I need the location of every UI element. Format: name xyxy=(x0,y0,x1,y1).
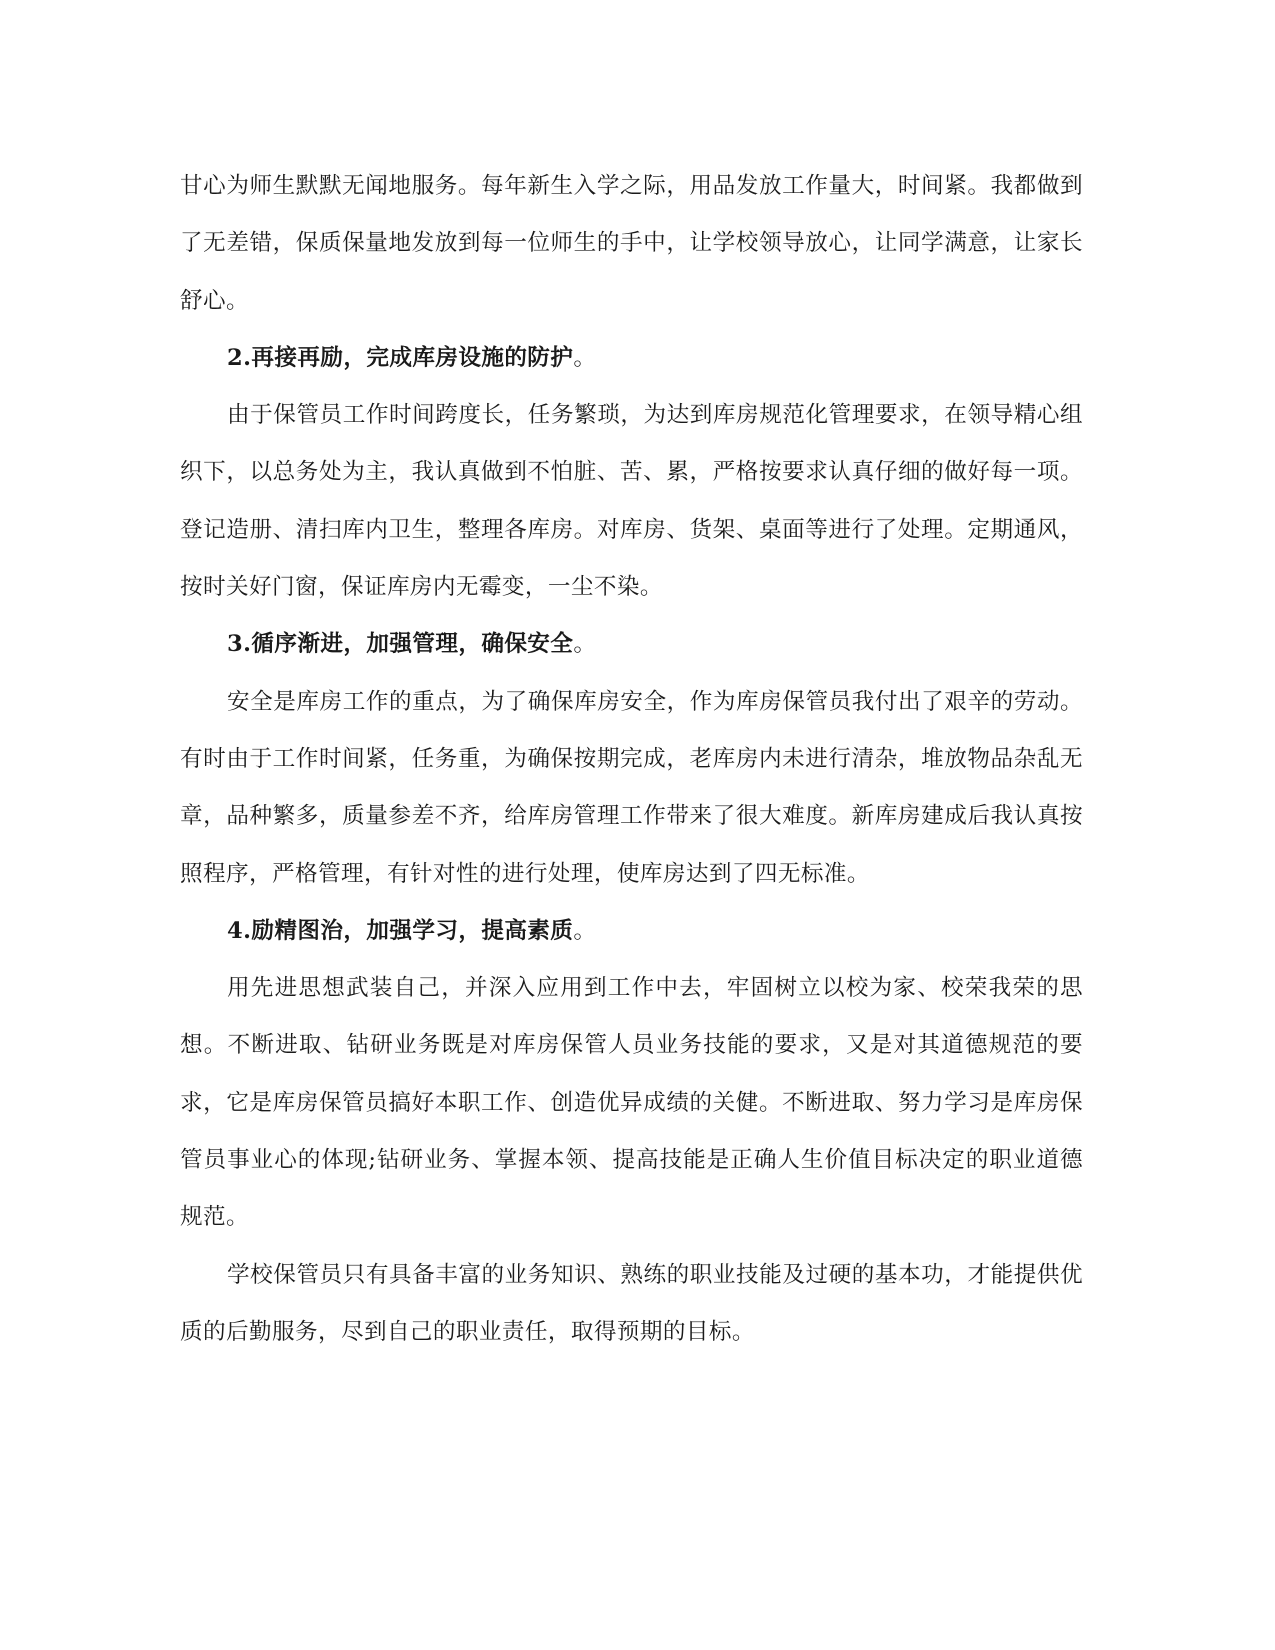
paragraph-section-3: 安全是库房工作的重点，为了确保库房安全，作为库房保管员我付出了艰辛的劳动。有时由于工作时间紧，任务重，为确保按期完成，老库房内未进行清杂，堆放物品杂乱无章，品种繁多，质量参差不齐，给库房管理工作带来了很大难度。新库房建成后我认真按照程序，严格管理，有针对性的进行处理，使库房达到了四无标准。 xyxy=(180,688,1083,887)
heading-section-2 xyxy=(180,330,1083,387)
heading-section-3 xyxy=(180,616,1083,673)
paragraph-section-4: 用先进思想武装自己，并深入应用到工作中去，牢固树立以校为家、校荣我荣的思想。不断进取、钻研业务既是对库房保管人员业务技能的要求，又是对其道德规范的要求，它是库房保管员搞好本职工作、创造优异成绩的关健。不断进取、努力学习是库房保管员事业心的体现;钻研业务、掌握本领、提高技能是正确人生价值目标决定的职业道德规范。 xyxy=(180,975,1083,1231)
heading-section-3-period: 。 xyxy=(573,631,597,658)
heading-section-2-text: 2.再接再励，完成库房设施的防护 xyxy=(227,344,574,371)
paragraph-conclusion: 学校保管员只有具备丰富的业务知识、熟练的职业技能及过硬的基本功，才能提供优质的后勤服务，尽到自己的职业责任，取得预期的目标。 xyxy=(180,1261,1083,1345)
heading-section-3-text: 3.循序渐进，加强管理，确保安全 xyxy=(227,631,574,658)
heading-section-2-period: 。 xyxy=(573,344,597,371)
heading-section-4-period: 。 xyxy=(573,917,597,944)
heading-section-4-text: 4.励精图治，加强学习，提高素质 xyxy=(227,917,574,944)
paragraph-section-2: 由于保管员工作时间跨度长，任务繁琐，为达到库房规范化管理要求，在领导精心组织下，以总务处为主，我认真做到不怕脏、苦、累，严格按要求认真仔细的做好每一项。登记造册、清扫库内卫生，整理各库房。对库房、货架、桌面等进行了处理。定期通风，按时关好门窗，保证库房内无霉变，一尘不染。 xyxy=(180,402,1083,601)
paragraph-intro: 甘心为师生默默无闻地服务。每年新生入学之际，用品发放工作量大，时间紧。我都做到了无差错，保质保量地发放到每一位师生的手中，让学校领导放心，让同学满意，让家长舒心。 xyxy=(180,173,1083,314)
heading-section-4 xyxy=(180,903,1083,960)
document-page xyxy=(180,158,1083,1361)
